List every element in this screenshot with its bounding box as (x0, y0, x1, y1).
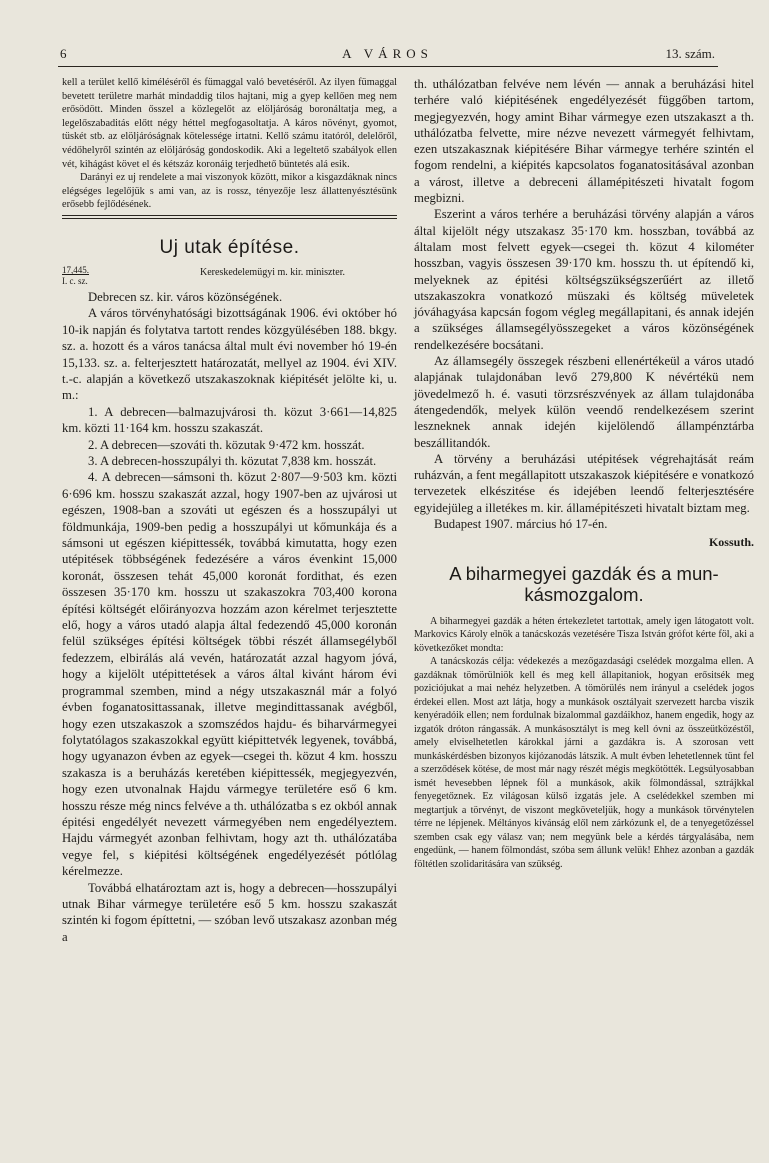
divider (62, 218, 397, 219)
uj-utak-body (62, 289, 397, 945)
list-item: 4. A debrecen—sámsoni th. közut 2·807—9·503 km. közti 6·696 km. hosszu szakaszát azzal, hogy 1907-ben az ujvárosi ut egészen, 1908-ban a szováti ut egészen és a hosszupályi ut földmunkája, 1909-ben pedig a hosszupályi ut kőmunkája és a sámsoni ut egészen kiépittessék, továbbá kimutatta, hogy ezen utépitések többségének fedezésére a város évenkint 15,000 koronát, összesen tehát 45,000 koronát fordithat, és ezen összesen 35·170 km. hosszu ut szakaszokra 703,400 korona építési költségét előirányozva hozzám azon kérelmet terjesztette elő, hogy a város utadó alapja által fedezendő 45,000 koronán felül szükséges építési költségek többi részét államsegélyből fedezzem, elbirálás alá vevén, határozatát azzal hagyom jóvá, hogy a kijelölt utépittetések a város által kivánt három évi programmal szemben, mind a négy utszakasznál már a folyó évben foganatosittassanak, illetve megindittassanak avégből, hogy ezen utszakaszok a szomszédos hajdu- és biharvármegyei folytatólagos szakaszokkal együtt kiépittetvék legyenek, továbbá, hogy ugyanazon évben az egyek—csegei th. közut 4 km. hosszu szakasza is a beruházás keretében kiépittessék, megjegyezvén, hogy ezen utvonalnak Hajdu vármegye területére eső 6 km. hosszu része még nincs felvéve a th. uthálózatba s ez okból annak épitési engedélyét nevezett vármegyében nem engedélyeztem. Hajdu vármegyét azonban felhivtam, hogy azt th. uthálózatába vegye fel, s kiépitési költségének engedélyezését pótlólag kérelmezze. (62, 470, 397, 879)
decree-from: Kereskedelemügyi m. kir. miniszter. (200, 266, 345, 278)
heading-line: A biharmegyei gazdák és a mun- (449, 562, 719, 584)
list-item: 2. A debrecen—szováti th. közutak 9·472 km. hosszát. (88, 437, 365, 452)
right-column (414, 76, 754, 871)
paragraph: Darányi ez uj rendelete a mai viszonyok között, mikor a kisgazdáknak nincs elégséges legelőjük s ami van, az is rossz, tényezője lesz állattenyésztésünk erősebb fejlődésének. (62, 172, 397, 211)
list-item: 1. A debrecen—balmazujvárosi th. közut 3·661—14,825 km. közti 11·164 km. hosszu szakaszát. (62, 404, 397, 436)
paragraph: th. uthálózatban felvéve nem lévén — annak a beruházási hitel terhére való kiépitésének engedélyezését függőben tartom, megjegyezvén, hogy amint Bihar vármegye ezen utszakaszt a th. uthálózatba felvette, mire nézve nevezett vármegyét felhivtam, ezen utszakasznak kiépitésére Bihar vármegye terhére szintén el fogom rendelni, a kiépités kapcsolatos foganatositásával azonban a várost, illetve a debreceni államépitészeti hivatalt fogom megbizni. (414, 77, 754, 206)
paragraph: Az államsegély összegek részbeni ellenértékeül a város utadó alapjának tulajdonában levő 279,800 K névértékü nem jövedelmező h. é. vasuti törzsrészvények az állam tulajdonába átengedendők, melyek külön veendő rendelkezésem szerint leszneknek annak idején kijelölendő állampénztárba beszállitandók. (414, 354, 754, 450)
page-number: 6 (60, 46, 67, 61)
bihar-article-body (414, 615, 754, 872)
heading-line: kásmozgalom. (524, 583, 644, 605)
article-heading-uj-utak: Uj utak építése. (159, 236, 300, 258)
issue-number: 13. szám. (665, 46, 715, 61)
signature: Kossuth. (708, 535, 754, 550)
decree-meta (62, 265, 397, 289)
paragraph: Eszerint a város terhére a beruházási törvény alapján a város által kijelölt négy utszakasz 35·170 km. hosszban, továbbá az általam most felvett egyek—csegei th. közut 4 kilométer hosszban, vagyis összesen 39·170 km. hosszu th. ut építendő ki, melyeknek az épitési költségszükségszerűért az illető utszakaszokra vonatkozó müszaki és költség müveletek jóváhagyása kapcsán fogom végleg megállapitani, és annak idején a szükséges államsegélyösszegeket a város közönségének rendelkezésére bocsátani. (414, 207, 754, 352)
salutation: Debrecen sz. kir. város közönségének. (88, 289, 283, 304)
date-line: Budapest 1907. március hó 17-én. (434, 517, 608, 532)
decree-ic: I. c. sz. (62, 275, 88, 286)
list-item: 3. A debrecen-hosszupályi th. közutat 7,838 km. hosszát. (88, 454, 377, 468)
paragraph: A törvény a beruházási utépitések végrehajtását reám ruházván, a fent megállapitott utszakaszok kiépitésére e vonatkozó tervezetek elkészitése és idejében leendő felterjesztésére egyidejüleg a illetékes m. kir. államépitészeti hivatalt biztam meg. (414, 451, 754, 515)
left-column (62, 76, 397, 945)
paragraph: A biharmegyei gazdák a héten értekezletet tartottak, amely igen látogatott volt. Markovics Károly elnök a tanácskozás vezetésére Tisza István grófot kérte föl, aki a következőket mondta: (414, 615, 754, 654)
paragraph: A tanácskozás célja: védekezés a mezőgazdasági cselédek mozgalma ellen. A gazdáknak tömörülniök kell és meg kell állapitaniok, hogyan erősitsék meg poziciójukat a mai nehéz helyzetben. A tömörülés nem irányul a cselédek jogos érdekei ellen. Most azt látja, hogy a munkások osztályait szervezett harcba viszik kenyéradóik ellen; nem fordulnak bizalommal gazdáikhoz, hanem engedik, hogy az izgatók dróton rángassák. A munkásosztályt is meg kell óvni az összeütközéstől, amely elviselhetetlen károkkal járni a gazdákra is. A szorosan vett munkáskérdésben bizonyos kijózanodás látszik. A mult évben lehetetlennek tünt fel a szerződések kötése, de most már nagy részét mégis megkötötték. Legsúlyosabban ismét hevesebben lépnek föl a munkások, akik fölmondással, sztrájkkal fenyegetőznek. Ez világosan külső izgatás jele. A cselédekkel szemben mi megtartjuk a törvényt, de viszont megköveteljük, hogy a munkások törvénytelen térre ne lépjenek. Méltányos kivánság elől nem zárkózunk el, de a tenyegetőzéssel szemben csak egy válasz van; nem megyünk bele a kérdés tárgyalásába, nem engedünk, — hanem fölmondást, szóba sem állunk velük! Ehhez azonban a gazdák föltétlen szolidaritására van szükség. (414, 656, 754, 870)
paragraph: kell a terület kellő kiméléséről és fümaggal való bevetéséről. Az ilyen fümaggal bevetett területre marhát mindaddig tilos hajtani, mig a gyep kellően meg nem erősödött. Minden ősszel a közlegelőt az elöljáróság boronáltatja meg, a legelőszabaditás előtt négy héttel megfogasoltatja. A káros növényt, gyomot, tüskét stb. az elöljáróságnak kötelessége irtatni. Kellő számu itatóról, delelőről, védőhelyről szintén az elöljáróság gondoskodik. Aki a legeltető szabályok ellen vét, kihágást követ el és kétszáz koronáig terjedhető büntetés alá esik. (62, 77, 397, 170)
divider (62, 215, 397, 216)
paragraph: A város törvényhatósági bizottságának 1906. évi október hó 10-ik napján és folytatva tartott rendes közgyülésében 188. bkgy. sz. a. hozott és a város tanácsa által mult évi november hó 19-én 15,133. sz. a. felterjesztett határozatát, mellyel az 1904. évi XIV. t.-c. alapján a következő utszakaszoknak kiépitését jelölte ki, u. m.: (62, 306, 397, 403)
paragraph: Továbbá elhatároztam azt is, hogy a debrecen—hosszupályi utnak Bihar vármegye területére eső 5 km. hosszu szakaszát szintén ki fogom építtetni, — szóban levő utszakasz azonban még a (62, 880, 397, 944)
page-header (60, 46, 715, 66)
uj-utak-continued (414, 76, 754, 551)
legeltetes-article (62, 76, 397, 212)
header-rule (58, 66, 718, 67)
article-heading-bihar (414, 563, 754, 605)
newspaper-title: A VÁROS (342, 46, 433, 61)
decree-number: 17,445. (62, 264, 89, 275)
